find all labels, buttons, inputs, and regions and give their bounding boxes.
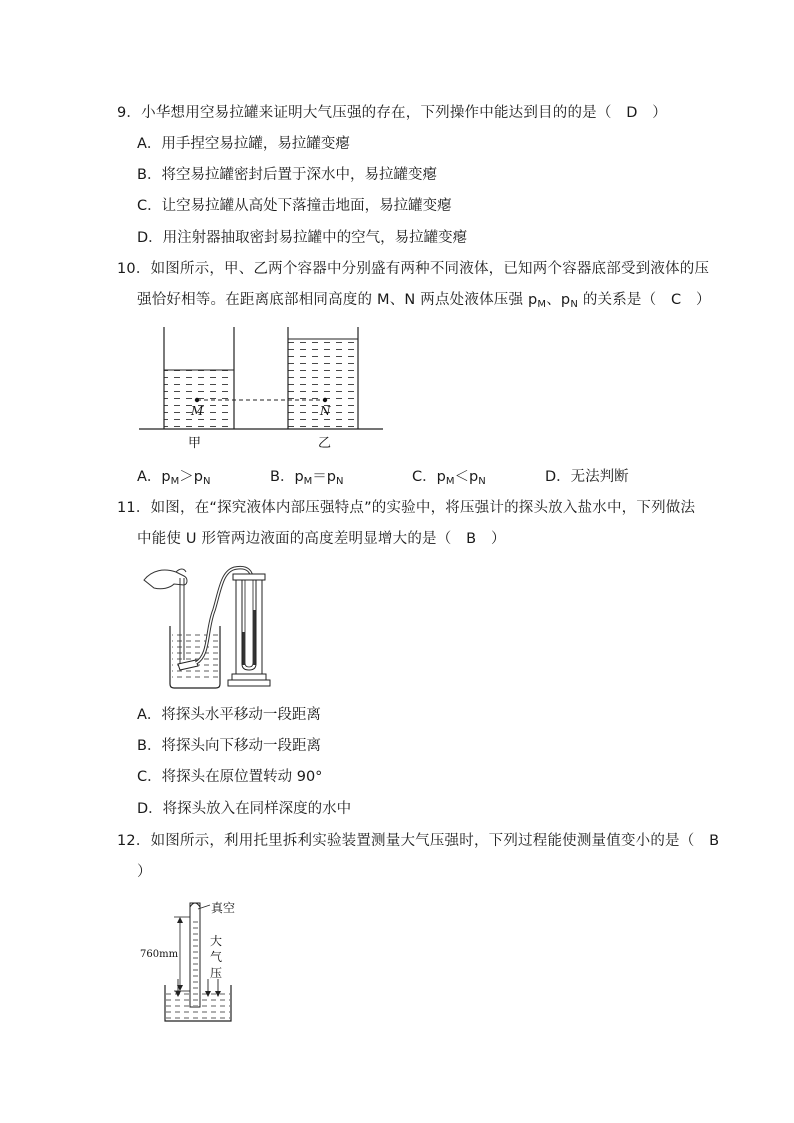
q12-stem-line-2: ）	[137, 864, 152, 880]
q10-sub-n: N	[570, 299, 579, 310]
q10-stem-text-1: 如图所示，甲、乙两个容器中分别盛有两种不同液体，已知两个容器底部受到液体的压	[150, 261, 710, 277]
q9-stem	[117, 103, 667, 123]
q9-option-d: D．用注射器抽取密封易拉罐中的空气，易拉罐变瘪	[137, 230, 468, 246]
q10-label-n: N	[320, 404, 331, 418]
q12-number: 12．	[117, 833, 151, 849]
q11-hand	[144, 570, 187, 589]
q10-stem-text-3: 、p	[546, 292, 571, 308]
q11-u-tube-board	[236, 578, 262, 674]
q10-sub-m: M	[537, 299, 547, 310]
q11-option-b: B．将探头向下移动一段距离	[137, 738, 321, 754]
q10-stem-text-4: 的关系是（ C ）	[578, 292, 711, 308]
q10-option-b: B．$p_M=p_N$	[270, 469, 344, 487]
q12-mercury-column	[191, 917, 199, 1006]
q9-option-a: A．用手捏空易拉罐，易拉罐变瘪	[137, 136, 350, 152]
q11-stem-line-1	[117, 498, 695, 518]
q10-option-c: C．$p_M<p_N$	[412, 469, 486, 487]
q9-stem-text: 小华想用空易拉罐来证明大气压强的存在，下列操作中能达到目的的是（ D ）	[141, 105, 668, 121]
q10-point-n	[323, 398, 327, 402]
q12-stem-line-1	[117, 831, 719, 851]
q10-point-m	[195, 398, 199, 402]
q12-figure	[138, 895, 258, 1025]
q12-label-atm-3: 压	[210, 966, 223, 980]
q11-u-tube-liquid-left	[243, 632, 246, 665]
q11-figure	[140, 560, 275, 690]
q10-label-m: M	[191, 404, 204, 418]
q11-stem-line-2: 中能使 U 形管两边液面的高度差明显增大的是（ B ）	[137, 531, 506, 547]
q10-stem-text-2: 强恰好相等。在距离底部相同高度的 M、N 两点处液体压强 p	[137, 292, 538, 308]
q10-label-jia: 甲	[188, 436, 202, 451]
q10-stem-line-2	[137, 290, 711, 315]
q11-option-a: A．将探头水平移动一段距离	[137, 707, 321, 723]
q9-number: 9．	[117, 105, 142, 121]
q11-u-tube-liquid-right	[253, 610, 256, 665]
q10-figure	[137, 325, 387, 453]
q10-option-d: D．无法判断	[545, 469, 629, 485]
q11-stem-text-1: 如图，在“探究液体内部压强特点”的实验中，将压强计的探头放入盐水中，下列做法	[150, 500, 696, 516]
q12-label-atm-2: 气	[210, 950, 223, 964]
q11-option-c: C．将探头在原位置转动 90°	[137, 769, 323, 785]
q10-option-a: A．$p_M>p_N$	[137, 469, 211, 487]
q10-number: 10．	[117, 261, 151, 277]
q11-option-d: D．将探头放入在同样深度的水中	[137, 801, 352, 817]
q9-option-c: C．让空易拉罐从高处下落撞击地面，易拉罐变瘪	[137, 198, 452, 214]
q12-label-height: 760mm	[140, 949, 179, 960]
q11-beaker-liquid	[172, 630, 218, 682]
q11-number: 11．	[117, 500, 151, 516]
q10-stem-line-1	[117, 259, 709, 279]
q9-option-b: B．将空易拉罐密封后置于深水中，易拉罐变瘪	[137, 167, 437, 183]
q12-label-vacuum: 真空	[211, 901, 236, 915]
q12-label-atm-1: 大	[210, 934, 223, 948]
q11-stand	[232, 674, 266, 680]
q12-stem-text-1: 如图所示，利用托里拆利实验装置测量大气压强时，下列过程能使测量值变小的是（ B	[150, 833, 720, 849]
q10-label-yi: 乙	[318, 436, 332, 451]
